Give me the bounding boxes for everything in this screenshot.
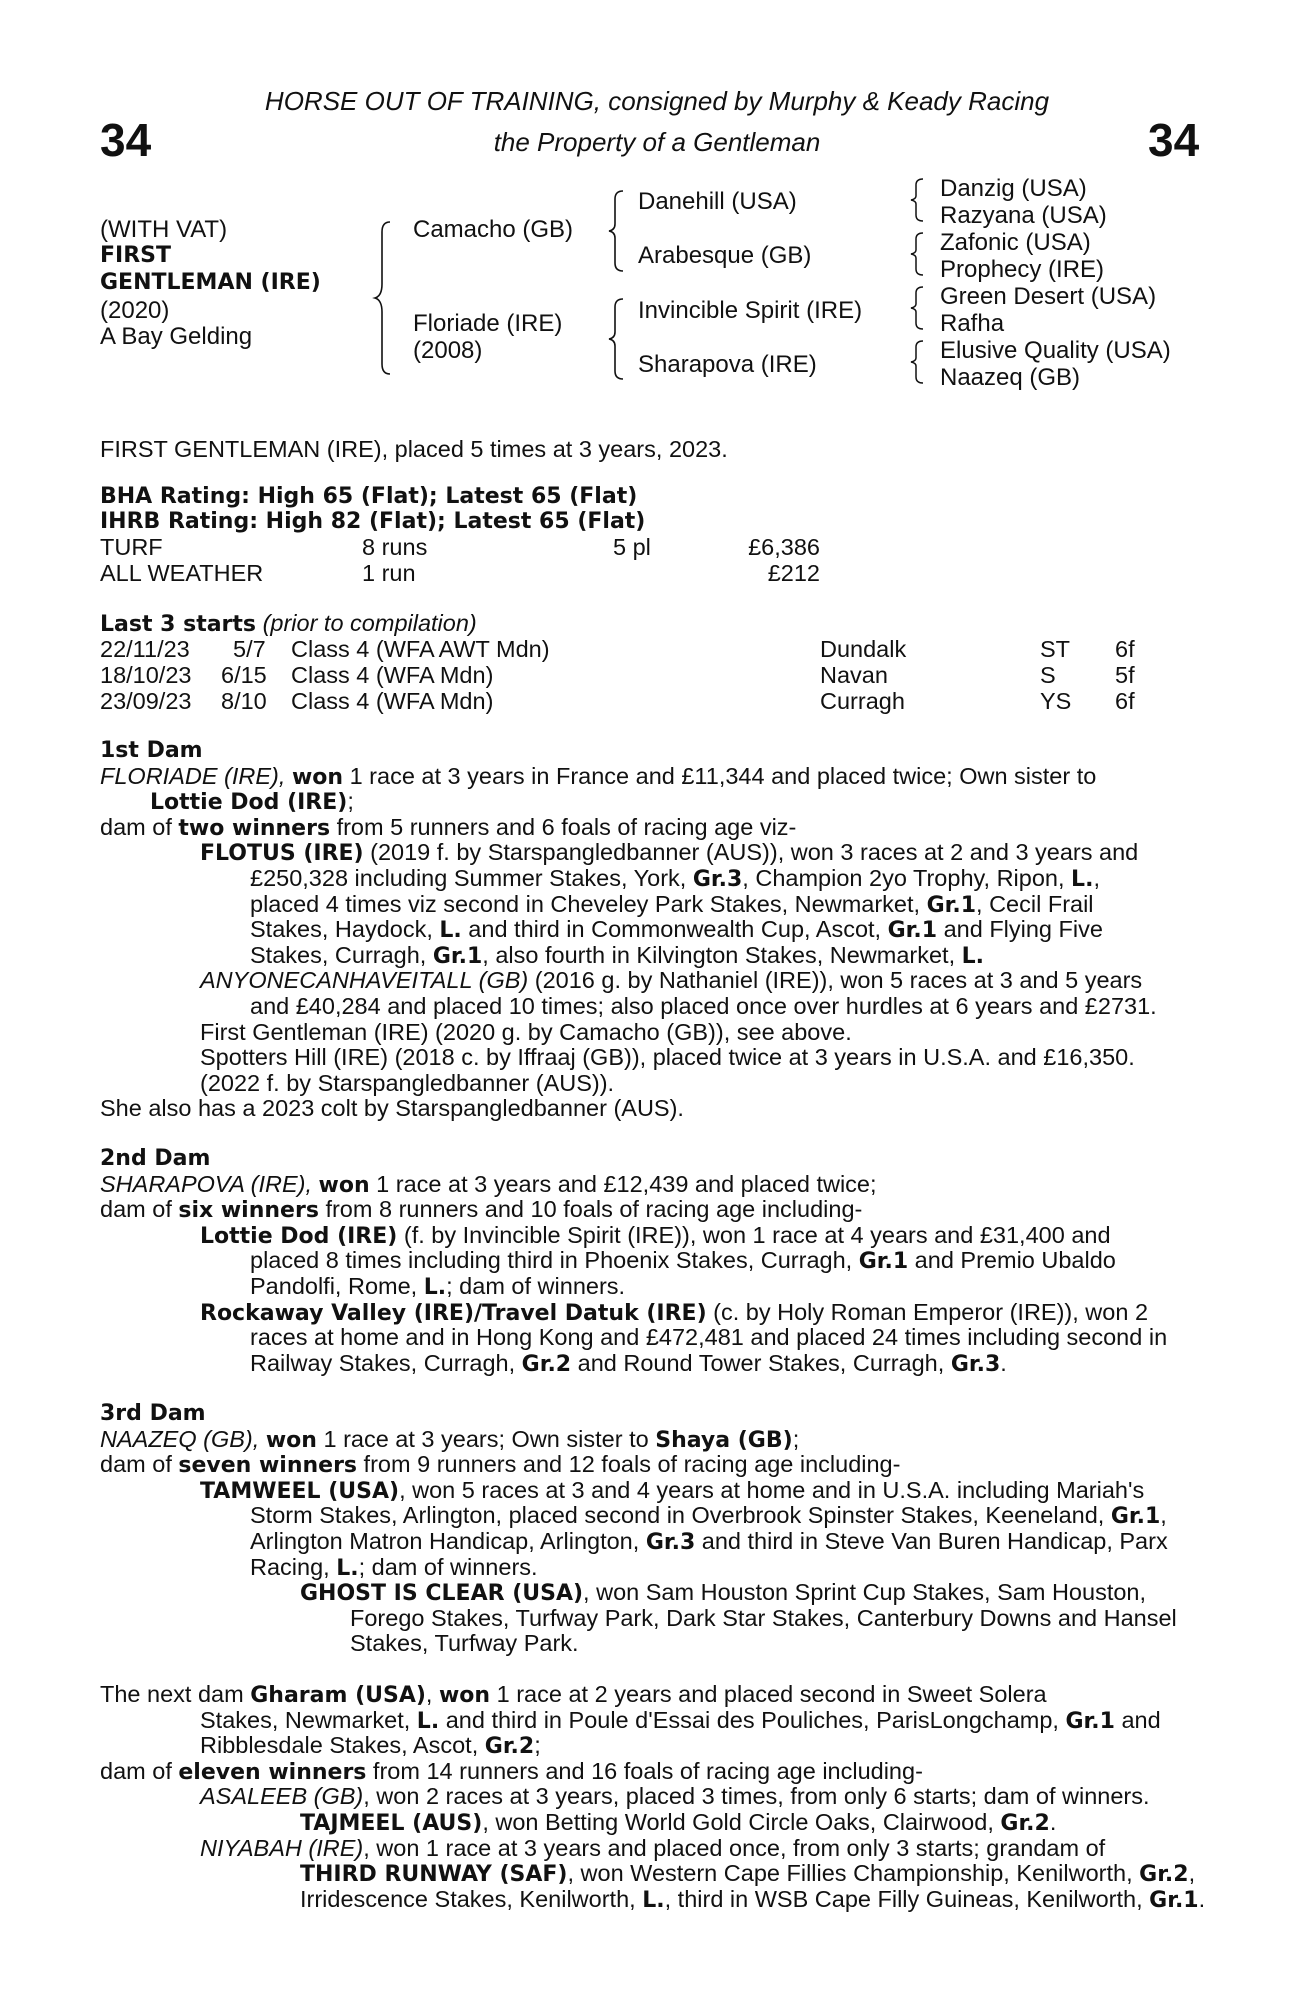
start-date: 18/10/23 — [100, 662, 192, 688]
dam-line: Stakes, Haydock, L. and third in Commonwealth Cup, Ascot, Gr.1 and Flying Five — [250, 916, 1103, 944]
race-summary: FIRST GENTLEMAN (IRE), placed 5 times at 3 years, 2023. — [100, 436, 728, 462]
record-runs: 1 run — [362, 560, 416, 586]
gg-7: Elusive Quality (USA) — [940, 337, 1171, 364]
last-starts-title: Last 3 starts — [100, 612, 257, 637]
gg-3: Zafonic (USA) — [940, 229, 1091, 256]
start-going: YS — [1040, 688, 1072, 714]
header-property: the Property of a Gentleman — [493, 127, 821, 157]
record-surface: ALL WEATHER — [100, 560, 264, 586]
main-brace — [372, 218, 394, 378]
start-distance: 6f — [1115, 688, 1135, 714]
third-dam-section — [100, 1401, 1210, 1657]
gg-2: Razyana (USA) — [940, 202, 1107, 229]
vat-label: (WITH VAT) — [100, 216, 228, 243]
dam-line: Lottie Dod (IRE) (f. by Invincible Spirit (IRE)), won 1 race at 4 years and £31,400 and — [200, 1221, 1111, 1249]
start-race: Class 4 (WFA Mdn) — [291, 688, 494, 714]
gg-brace-3 — [908, 284, 926, 332]
dam-line: FLOTUS (IRE) (2019 f. by Starspangledbanner (AUS)), won 3 races at 2 and 3 years and — [200, 839, 1139, 867]
dam-line: Forego Stakes, Turfway Park, Dark Star Stakes, Canterbury Downs and Hansel — [350, 1604, 1177, 1631]
grandsire-maternal: Invincible Spirit (IRE) — [638, 297, 863, 324]
start-position: 8/10 — [221, 688, 267, 714]
horse-name-line2: GENTLEMAN (IRE) — [100, 270, 321, 295]
dam-line: SHARAPOVA (IRE), won 1 race at 3 years and £12,439 and placed twice; — [100, 1170, 877, 1198]
gg-brace-4 — [908, 338, 926, 386]
start-race: Class 4 (WFA AWT Mdn) — [291, 636, 550, 662]
dam-line: Racing, L.; dam of winners. — [250, 1553, 538, 1581]
start-date: 22/11/23 — [100, 636, 190, 662]
start-course: Curragh — [820, 688, 905, 714]
record-placed: 5 pl — [613, 534, 651, 560]
dam-line: THIRD RUNWAY (SAF), won Western Cape Fillies Championship, Kenilworth, Gr.2, — [300, 1860, 1196, 1888]
first-dam-title: 1st Dam — [100, 738, 203, 763]
dam-line: TAJMEEL (AUS), won Betting World Gold Circle Oaks, Clairwood, Gr.2. — [300, 1808, 1057, 1836]
start-course: Navan — [820, 662, 888, 688]
record-surface: TURF — [100, 534, 163, 560]
dam-line: Rockaway Valley (IRE)/Travel Datuk (IRE) (c. by Holy Roman Emperor (IRE)), won 2 — [200, 1298, 1149, 1326]
dam-line: NIYABAH (IRE), won 1 race at 3 years and placed once, from only 3 starts; grandam of — [200, 1834, 1106, 1861]
bha-rating: BHA Rating: High 65 (Flat); Latest 65 (Flat) — [100, 484, 638, 509]
second-dam-title: 2nd Dam — [100, 1146, 211, 1171]
record-prize: £6,386 — [748, 534, 820, 560]
start-distance: 6f — [1115, 636, 1135, 662]
gg-6: Rafha — [940, 310, 1005, 337]
gg-brace-1 — [908, 176, 926, 224]
last-starts-heading — [100, 610, 477, 637]
dam-line: dam of six winners from 8 runners and 10 foals of racing age including- — [100, 1196, 863, 1224]
start-distance: 5f — [1115, 662, 1135, 688]
dam: Floriade (IRE) — [413, 310, 563, 337]
dam-line: races at home and in Hong Kong and £472,481 and placed 24 times including second in — [250, 1324, 1168, 1351]
start-position: 5/7 — [233, 636, 266, 662]
gg-8: Naazeq (GB) — [940, 364, 1081, 391]
sire: Camacho (GB) — [413, 216, 574, 243]
dam-brace — [606, 296, 626, 382]
dam-line: Pandolfi, Rome, L.; dam of winners. — [250, 1272, 626, 1300]
start-going: ST — [1040, 636, 1071, 662]
dam-line: NAAZEQ (GB), won 1 race at 3 years; Own sister to Shaya (GB); — [100, 1425, 800, 1453]
record-runs: 8 runs — [362, 534, 428, 560]
record-prize: £212 — [767, 560, 820, 586]
dam-line: Spotters Hill (IRE) (2018 c. by Iffraaj (GB)), placed twice at 3 years in U.S.A. and £16,350. — [200, 1044, 1135, 1071]
third-dam-title: 3rd Dam — [100, 1401, 206, 1426]
granddam-maternal: Sharapova (IRE) — [638, 351, 817, 378]
dam-line: Stakes, Curragh, Gr.1, also fourth in Kilvington Stakes, Newmarket, L. — [250, 941, 985, 969]
grandsire-paternal: Danehill (USA) — [638, 188, 797, 215]
lot-number-left: 34 — [100, 114, 152, 166]
gg-4: Prophecy (IRE) — [940, 256, 1105, 283]
dam-line: Railway Stakes, Curragh, Gr.2 and Round Tower Stakes, Curragh, Gr.3. — [250, 1349, 1007, 1377]
ihrb-rating: IHRB Rating: High 82 (Flat); Latest 65 (Flat) — [100, 509, 646, 534]
dam-line: Irridescence Stakes, Kenilworth, L., third in WSB Cape Filly Guineas, Kenilworth, Gr.1. — [300, 1885, 1206, 1913]
dam-line: placed 8 times including third in Phoenix Stakes, Curragh, Gr.1 and Premio Ubaldo — [250, 1247, 1116, 1275]
dam-line: Lottie Dod (IRE); — [150, 788, 354, 816]
dam-line: ASALEEB (GB), won 2 races at 3 years, placed 3 times, from only 6 starts; dam of winners. — [200, 1783, 1150, 1810]
last-starts-note: (prior to compilation) — [262, 610, 477, 636]
dam-line: FLORIADE (IRE), won 1 race at 3 years in France and £11,344 and placed twice; Own sister to — [100, 762, 1097, 790]
dam-line: dam of seven winners from 9 runners and 12 foals of racing age including- — [100, 1451, 901, 1479]
lot-number-right: 34 — [1148, 114, 1200, 166]
dam-line: and £40,284 and placed 10 times; also placed once over hurdles at 6 years and £2731. — [250, 992, 1157, 1019]
gg-brace-2 — [908, 230, 926, 278]
dam-line: placed 4 times viz second in Cheveley Park Stakes, Newmarket, Gr.1, Cecil Frail — [250, 890, 1094, 918]
dam-line: First Gentleman (IRE) (2020 g. by Camacho (GB)), see above. — [200, 1018, 852, 1045]
start-course: Dundalk — [820, 636, 907, 662]
header-consignor: HORSE OUT OF TRAINING, consigned by Murphy & Keady Racing — [264, 86, 1050, 116]
dam-line: Stakes, Newmarket, L. and third in Poule d'Essai des Pouliches, ParisLongchamp, Gr.1 and — [200, 1706, 1161, 1734]
start-going: S — [1040, 662, 1056, 688]
dam-line: £250,328 including Summer Stakes, York, Gr.3, Champion 2yo Trophy, Ripon, L., — [250, 864, 1100, 892]
start-date: 23/09/23 — [100, 688, 192, 714]
start-position: 6/15 — [221, 662, 267, 688]
dam-line: (2022 f. by Starspangledbanner (AUS)). — [200, 1069, 615, 1096]
horse-description: A Bay Gelding — [100, 323, 253, 350]
dam-line: She also has a 2023 colt by Starspangledbanner (AUS). — [100, 1095, 684, 1122]
dam-line: The next dam Gharam (USA), won 1 race at 2 years and placed second in Sweet Solera — [100, 1681, 1047, 1708]
dam-year: (2008) — [413, 337, 483, 364]
next-dam-section — [100, 1682, 1210, 1912]
dam-line: GHOST IS CLEAR (USA), won Sam Houston Sprint Cup Stakes, Sam Houston, — [300, 1579, 1147, 1607]
gg-5: Green Desert (USA) — [940, 283, 1157, 310]
dam-line: dam of eleven winners from 14 runners and 16 foals of racing age including- — [100, 1757, 923, 1785]
first-dam-section — [100, 738, 1210, 1122]
foal-year: (2020) — [100, 297, 170, 324]
dam-line: ANYONECANHAVEITALL (GB) (2016 g. by Nathaniel (IRE)), won 5 races at 3 and 5 years — [200, 967, 1143, 994]
second-dam-section — [100, 1146, 1210, 1376]
dam-line: Stakes, Turfway Park. — [350, 1630, 579, 1657]
horse-name-line1: FIRST — [100, 243, 172, 268]
start-race: Class 4 (WFA Mdn) — [291, 662, 494, 688]
dam-line: TAMWEEL (USA), won 5 races at 3 and 4 years at home and in U.S.A. including Mariah's — [200, 1476, 1145, 1504]
dam-line: dam of two winners from 5 runners and 6 foals of racing age viz- — [100, 813, 797, 841]
dam-line: Storm Stakes, Arlington, placed second in Overbrook Spinster Stakes, Keeneland, Gr.1, — [250, 1502, 1167, 1530]
dam-line: Ribblesdale Stakes, Ascot, Gr.2; — [200, 1732, 541, 1760]
dam-line: Arlington Matron Handicap, Arlington, Gr.3 and third in Steve Van Buren Handicap, Parx — [250, 1527, 1168, 1555]
granddam-paternal: Arabesque (GB) — [638, 242, 812, 269]
gg-1: Danzig (USA) — [940, 175, 1087, 202]
sire-brace — [606, 188, 626, 274]
